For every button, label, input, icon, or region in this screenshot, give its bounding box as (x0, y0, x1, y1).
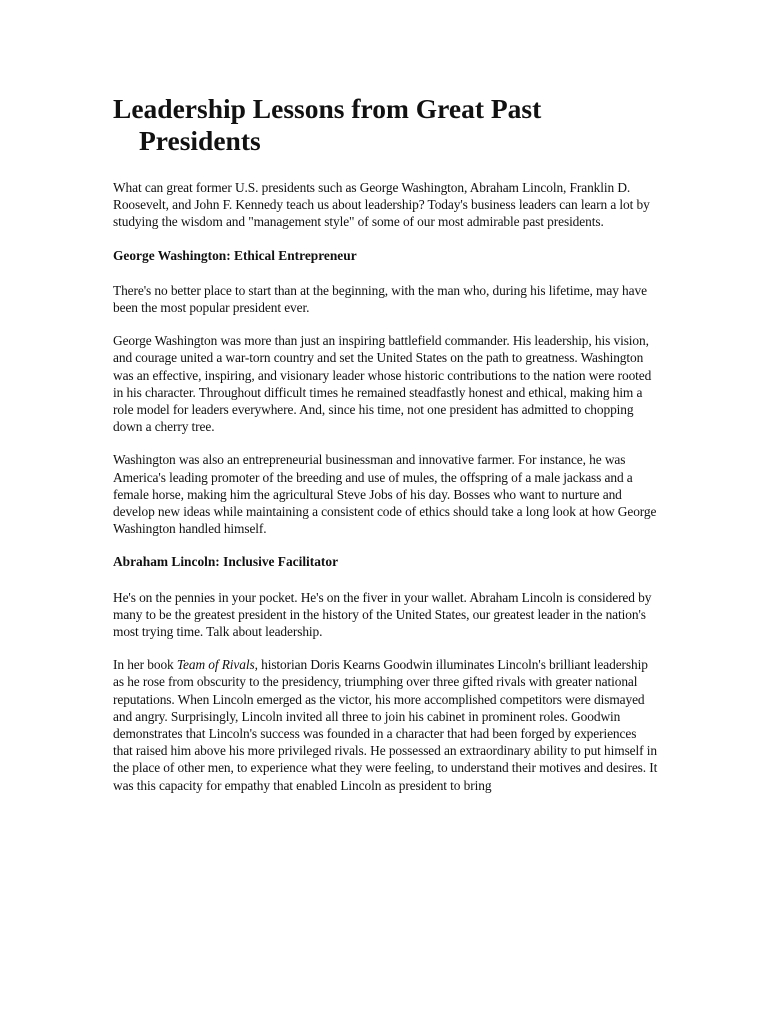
book-title: Team of Rivals (176, 657, 255, 673)
lincoln-paragraph-1: He's on the pennies in your pocket. He's on the fiver in your wallet. Abraham Lincoln is considered by many to be the greatest president in the history of the United States, our greatest leader in the nation's most trying time. Talk about leadership. (113, 589, 652, 640)
washington-paragraph-1: There's no better place to start than at the beginning, with the man who, during his lifetime, may have been the most popular president ever. (113, 282, 647, 316)
washington-paragraph-2: George Washington was more than just an inspiring battlefield commander. His leadership, his vision, and courage united a war-torn country and set the United States on the path to greatness. Washington was an effective, inspiring, and visionary leader whose historic contributions to the nation were rooted in his character. Throughout difficult times he remained steadfastly honest and ethical, making him a role model for leaders everywhere. And, since his time, not one president has admitted to chopping down a cherry tree. (113, 333, 652, 435)
article-body (113, 93, 658, 810)
lincoln-paragraph-2 (113, 656, 658, 794)
lincoln-paragraph-2-rest: , historian Doris Kearns Goodwin illuminates Lincoln's brilliant leadership as he rose from obscurity to the presidency, triumphing over three gifted rivals with greater national reputations. When Lincoln emerged as the victor, his more accomplished competitors were dismayed and angry. Surprisingly, Lincoln invited all three to join his cabinet in prominent roles. Goodwin demonstrates that Lincoln's success was founded in a character that had been forged by experiences that raised him above his more privileged rivals. He possessed an extraordinary ability to put himself in the place of other men, to experience what they were feeling, to understand their motives and desires. It was this capacity for empathy that enabled Lincoln as president to bring (113, 657, 658, 793)
article-title: Leadership Lessons from Great Past Presidents (113, 93, 542, 156)
section-heading-lincoln: Abraham Lincoln: Inclusive Facilitator (113, 554, 339, 570)
lincoln-paragraph-2-lead: In her book (113, 657, 177, 673)
intro-paragraph: What can great former U.S. presidents such as George Washington, Abraham Lincoln, Franklin D. Roosevelt, and John F. Kennedy teach us about leadership? Today's business leaders can learn a lot by studying the wisdom and "management style" of some of our most admirable past presidents. (113, 180, 650, 230)
washington-paragraph-3: Washington was also an entrepreneurial businessman and innovative farmer. For instance, he was America's leading promoter of the breeding and use of mules, the offspring of a male jackass and a female horse, making him the agricultural Steve Jobs of his day. Bosses who want to nurture and develop new ideas while maintaining a consistent code of ethics should take a long look at how George Washington handled himself. (113, 452, 657, 537)
section-heading-washington: George Washington: Ethical Entrepreneur (113, 247, 357, 263)
